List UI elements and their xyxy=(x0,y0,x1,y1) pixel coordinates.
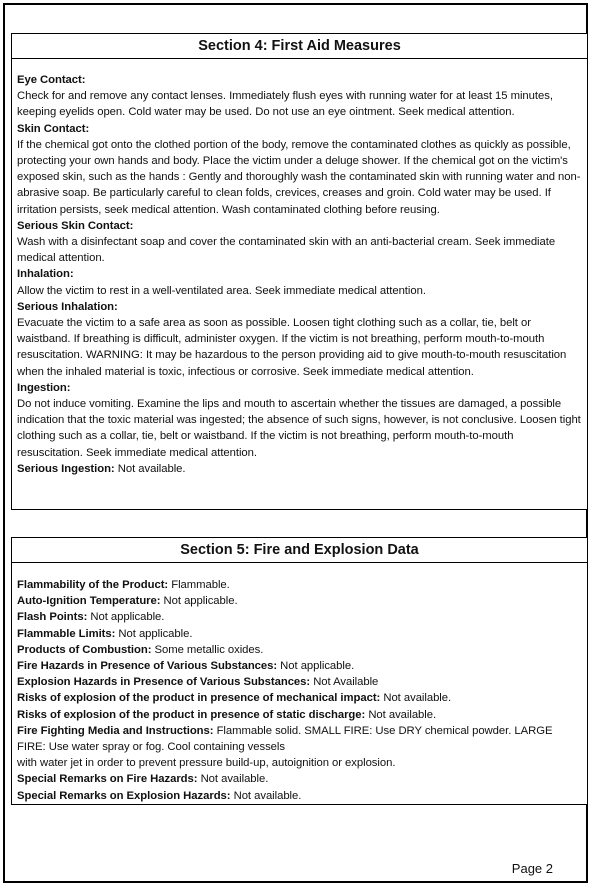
serious-skin-contact-text: Wash with a disinfectant soap and cover the contaminated skin with an anti-bacterial cream. Seek immediate medical attention. xyxy=(17,236,556,265)
ingestion-heading: Ingestion: xyxy=(17,381,71,394)
fire-data-row xyxy=(17,723,581,755)
skin-contact-heading: Skin Contact: xyxy=(17,122,90,135)
eye-contact-text: Check for and remove any contact lenses. Immediately flush eyes with running water for at least 15 minutes, keeping eyelids open. Cold water may be used. Do not use an eye ointment. Seek medical attention. xyxy=(17,90,553,119)
row-value: Some metallic oxides. xyxy=(151,643,264,656)
row-value: Not applicable. xyxy=(87,611,165,624)
fire-data-row xyxy=(17,707,581,723)
row-value: Flammable solid. SMALL FIRE: Use DRY chemical powder. LARGE FIRE: Use water spray or fog. Cool containing vessels xyxy=(17,724,553,754)
row-value: Not available. xyxy=(197,773,269,786)
row-label: Explosion Hazards in Presence of Various Substances: xyxy=(17,676,311,689)
serious-inhalation-text: Evacuate the victim to a safe area as soon as possible. Loosen tight clothing such as a collar, tie, belt or waistband. If breathing is difficult, administer oxygen. If the victim is not breathing, perform mouth-to-mouth resuscitation. WARNING: It may be hazardous to the person providing aid to give mouth-to-mouth resuscitation when the inhaled material is toxic, infectious or corrosive. Seek immediate medical attention. xyxy=(17,317,567,378)
section-title: Section 5: Fire and Explosion Data xyxy=(12,538,587,563)
fire-data-row xyxy=(17,674,581,690)
ingestion-text: Do not induce vomiting. Examine the lips and mouth to ascertain whether the tissues are damaged, a possible indication that the toxic material was ingested; the absence of such signs, however, is not conclusive. Loosen tight clothing such as a collar, tie, belt or waistband. If the victim is not breathing, perform mouth-to-mouth resuscitation. Seek immediate medical attention. xyxy=(17,398,581,459)
row-value: Not applicable. xyxy=(115,627,193,640)
serious-ingestion-label: Serious Ingestion: xyxy=(17,462,115,475)
row-value: Flammable. xyxy=(168,579,230,591)
fire-data-row xyxy=(17,788,581,804)
row-label: Flammable Limits: xyxy=(17,627,116,640)
section-fire-explosion xyxy=(11,537,588,805)
section-title: Section 4: First Aid Measures xyxy=(12,34,587,59)
row-value: Not available. xyxy=(230,789,302,802)
fire-data-row xyxy=(17,593,581,609)
fire-data-row xyxy=(17,577,581,593)
fire-data-row xyxy=(17,642,581,658)
page-number: Page 2 xyxy=(511,861,553,876)
row-value: Not applicable. xyxy=(160,595,238,608)
row-value: Not Available xyxy=(310,676,379,689)
row-label: Flash Points: xyxy=(17,611,88,624)
row-value: Not applicable. xyxy=(277,660,355,673)
row-label: Products of Combustion: xyxy=(17,643,152,656)
fire-data-row xyxy=(17,658,581,674)
serious-inhalation-heading: Serious Inhalation: xyxy=(17,300,118,313)
inhalation-text: Allow the victim to rest in a well-ventilated area. Seek immediate medical attention. xyxy=(17,284,426,297)
row-label: Fire Hazards in Presence of Various Substances: xyxy=(17,660,278,673)
inhalation-heading: Inhalation: xyxy=(17,268,74,281)
row-label: Risks of explosion of the product in presence of static discharge: xyxy=(17,708,366,721)
row-label: Special Remarks on Fire Hazards: xyxy=(17,773,198,786)
serious-skin-contact-heading: Serious Skin Contact: xyxy=(17,219,134,232)
serious-ingestion-value: Not available. xyxy=(114,462,186,475)
row-value: Not available. xyxy=(365,708,437,721)
skin-contact-text: If the chemical got onto the clothed portion of the body, remove the contaminated clothes as quickly as possible, protecting your own hands and body. Place the victim under a deluge shower. If the chemical got on the victim's exposed skin, such as the hands : Gently and thoroughly wash the contaminated skin with running water and non-abrasive soap. Be particularly careful to clean folds, crevices, creases and groin. Cold water may be used. If irritation persists, seek medical attention. Wash contaminated clothing before reusing. xyxy=(17,138,581,216)
fire-data-row xyxy=(17,690,581,706)
row-value: Not available. xyxy=(380,692,452,705)
row-label: Fire Fighting Media and Instructions: xyxy=(17,724,214,737)
fire-data-row xyxy=(17,771,581,787)
row-label: Flammability of the Product: xyxy=(17,579,169,591)
row-value: with water jet in order to prevent pressure build-up, autoignition or explosion. xyxy=(17,757,396,770)
row-label: Special Remarks on Explosion Hazards: xyxy=(17,789,231,802)
fire-data-row xyxy=(17,626,581,642)
section-body xyxy=(12,59,587,477)
fire-data-row xyxy=(17,609,581,625)
section-first-aid xyxy=(11,33,588,510)
serious-ingestion-row xyxy=(17,461,581,477)
section-body xyxy=(12,563,587,804)
eye-contact-heading: Eye Contact: xyxy=(17,74,86,86)
fire-data-row-continued xyxy=(17,755,581,771)
row-label: Auto-Ignition Temperature: xyxy=(17,595,161,608)
row-label: Risks of explosion of the product in presence of mechanical impact: xyxy=(17,692,381,705)
